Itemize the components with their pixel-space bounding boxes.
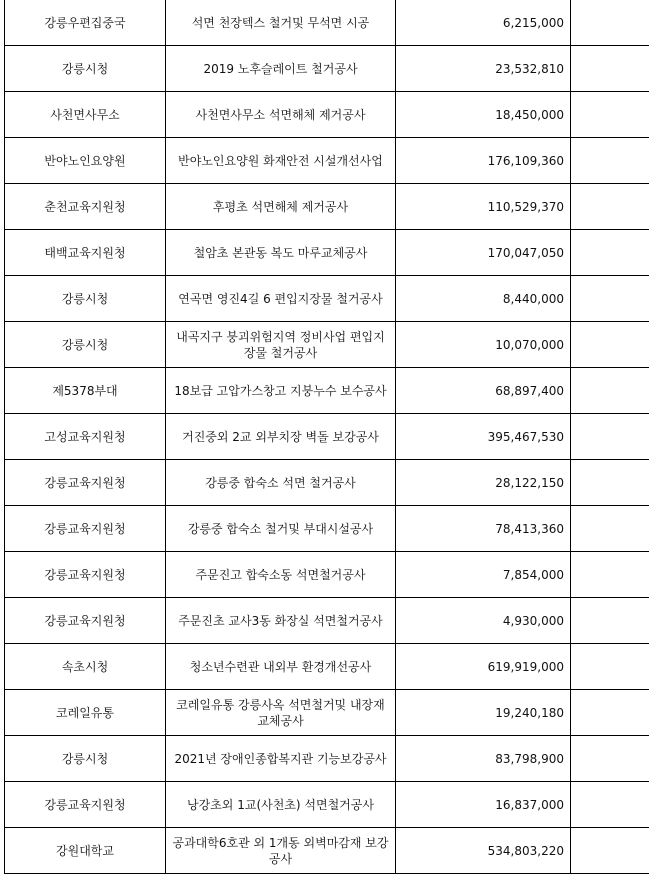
table-row	[5, 414, 649, 460]
note-cell	[571, 230, 649, 276]
table-row	[5, 460, 649, 506]
table-row	[5, 644, 649, 690]
project-name-cell: 후평초 석면해체 제거공사	[166, 184, 396, 230]
table-row	[5, 598, 649, 644]
agency-cell: 강릉우편집중국	[5, 0, 166, 46]
table-row	[5, 46, 649, 92]
project-name-cell: 공과대학6호관 외 1개동 외벽마감재 보강공사	[166, 828, 396, 874]
contract-amount-cell: 6,215,000	[396, 0, 571, 46]
table-row	[5, 0, 649, 46]
contract-amount-cell: 78,413,360	[396, 506, 571, 552]
agency-cell: 강릉시청	[5, 322, 166, 368]
project-name-cell: 주문진고 합숙소동 석면철거공사	[166, 552, 396, 598]
contract-amount-cell: 10,070,000	[396, 322, 571, 368]
note-cell	[571, 138, 649, 184]
agency-cell: 강릉교육지원청	[5, 552, 166, 598]
table-row	[5, 230, 649, 276]
table-row	[5, 138, 649, 184]
contract-amount-cell: 68,897,400	[396, 368, 571, 414]
contract-amount-cell: 28,122,150	[396, 460, 571, 506]
project-name-cell: 2021년 장애인종합복지관 기능보강공사	[166, 736, 396, 782]
note-cell	[571, 828, 649, 874]
note-cell	[571, 46, 649, 92]
table-body	[5, 0, 649, 874]
agency-cell: 강릉교육지원청	[5, 598, 166, 644]
table-row	[5, 690, 649, 736]
note-cell	[571, 598, 649, 644]
project-name-cell: 청소년수련관 내외부 환경개선공사	[166, 644, 396, 690]
project-name-cell: 코레일유통 강릉사옥 석면철거및 내장재 교체공사	[166, 690, 396, 736]
agency-cell: 속초시청	[5, 644, 166, 690]
agency-cell: 제5378부대	[5, 368, 166, 414]
contract-amount-cell: 176,109,360	[396, 138, 571, 184]
contract-amount-cell: 23,532,810	[396, 46, 571, 92]
note-cell	[571, 368, 649, 414]
agency-cell: 강릉교육지원청	[5, 782, 166, 828]
project-name-cell: 거진중외 2교 외부치장 벽돌 보강공사	[166, 414, 396, 460]
note-cell	[571, 506, 649, 552]
table-row	[5, 322, 649, 368]
project-name-cell: 강릉중 합숙소 철거및 부대시설공사	[166, 506, 396, 552]
agency-cell: 사천면사무소	[5, 92, 166, 138]
contract-amount-cell: 619,919,000	[396, 644, 571, 690]
project-name-cell: 사천면사무소 석면해체 제거공사	[166, 92, 396, 138]
table-row	[5, 92, 649, 138]
agency-cell: 강릉시청	[5, 276, 166, 322]
agency-cell: 강릉시청	[5, 46, 166, 92]
table-row	[5, 506, 649, 552]
contract-amount-cell: 7,854,000	[396, 552, 571, 598]
agency-cell: 춘천교육지원청	[5, 184, 166, 230]
note-cell	[571, 414, 649, 460]
project-name-cell: 강릉중 합숙소 석면 철거공사	[166, 460, 396, 506]
note-cell	[571, 276, 649, 322]
agency-cell: 코레일유통	[5, 690, 166, 736]
contract-amount-cell: 395,467,530	[396, 414, 571, 460]
agency-cell: 강원대학교	[5, 828, 166, 874]
table-row	[5, 736, 649, 782]
note-cell	[571, 460, 649, 506]
note-cell	[571, 644, 649, 690]
project-name-cell: 내곡지구 붕괴위험지역 정비사업 편입지장물 철거공사	[166, 322, 396, 368]
project-name-cell: 철암초 본관동 복도 마루교체공사	[166, 230, 396, 276]
project-name-cell: 2019 노후슬레이트 철거공사	[166, 46, 396, 92]
note-cell	[571, 552, 649, 598]
agency-cell: 반야노인요양원	[5, 138, 166, 184]
project-name-cell: 연곡면 영진4길 6 편입지장물 철거공사	[166, 276, 396, 322]
contract-amount-cell: 8,440,000	[396, 276, 571, 322]
contract-amount-cell: 110,529,370	[396, 184, 571, 230]
agency-cell: 강릉시청	[5, 736, 166, 782]
note-cell	[571, 0, 649, 46]
project-name-cell: 반야노인요양원 화재안전 시설개선사업	[166, 138, 396, 184]
project-name-cell: 18보급 고압가스창고 지붕누수 보수공사	[166, 368, 396, 414]
agency-cell: 강릉교육지원청	[5, 460, 166, 506]
contract-amount-cell: 534,803,220	[396, 828, 571, 874]
agency-cell: 고성교육지원청	[5, 414, 166, 460]
note-cell	[571, 690, 649, 736]
contract-amount-cell: 19,240,180	[396, 690, 571, 736]
table-row	[5, 184, 649, 230]
project-name-cell: 낭강초외 1교(사천초) 석면철거공사	[166, 782, 396, 828]
contract-records-table	[4, 0, 649, 874]
note-cell	[571, 736, 649, 782]
contract-amount-cell: 83,798,900	[396, 736, 571, 782]
note-cell	[571, 322, 649, 368]
note-cell	[571, 92, 649, 138]
table-row	[5, 828, 649, 874]
table-row	[5, 368, 649, 414]
project-name-cell: 석면 천장텍스 철거및 무석면 시공	[166, 0, 396, 46]
contract-amount-cell: 18,450,000	[396, 92, 571, 138]
table-row	[5, 552, 649, 598]
note-cell	[571, 184, 649, 230]
contract-amount-cell: 4,930,000	[396, 598, 571, 644]
contract-amount-cell: 16,837,000	[396, 782, 571, 828]
agency-cell: 강릉교육지원청	[5, 506, 166, 552]
project-name-cell: 주문진초 교사3동 화장실 석면철거공사	[166, 598, 396, 644]
note-cell	[571, 782, 649, 828]
table-row	[5, 276, 649, 322]
contract-amount-cell: 170,047,050	[396, 230, 571, 276]
table-row	[5, 782, 649, 828]
agency-cell: 태백교육지원청	[5, 230, 166, 276]
